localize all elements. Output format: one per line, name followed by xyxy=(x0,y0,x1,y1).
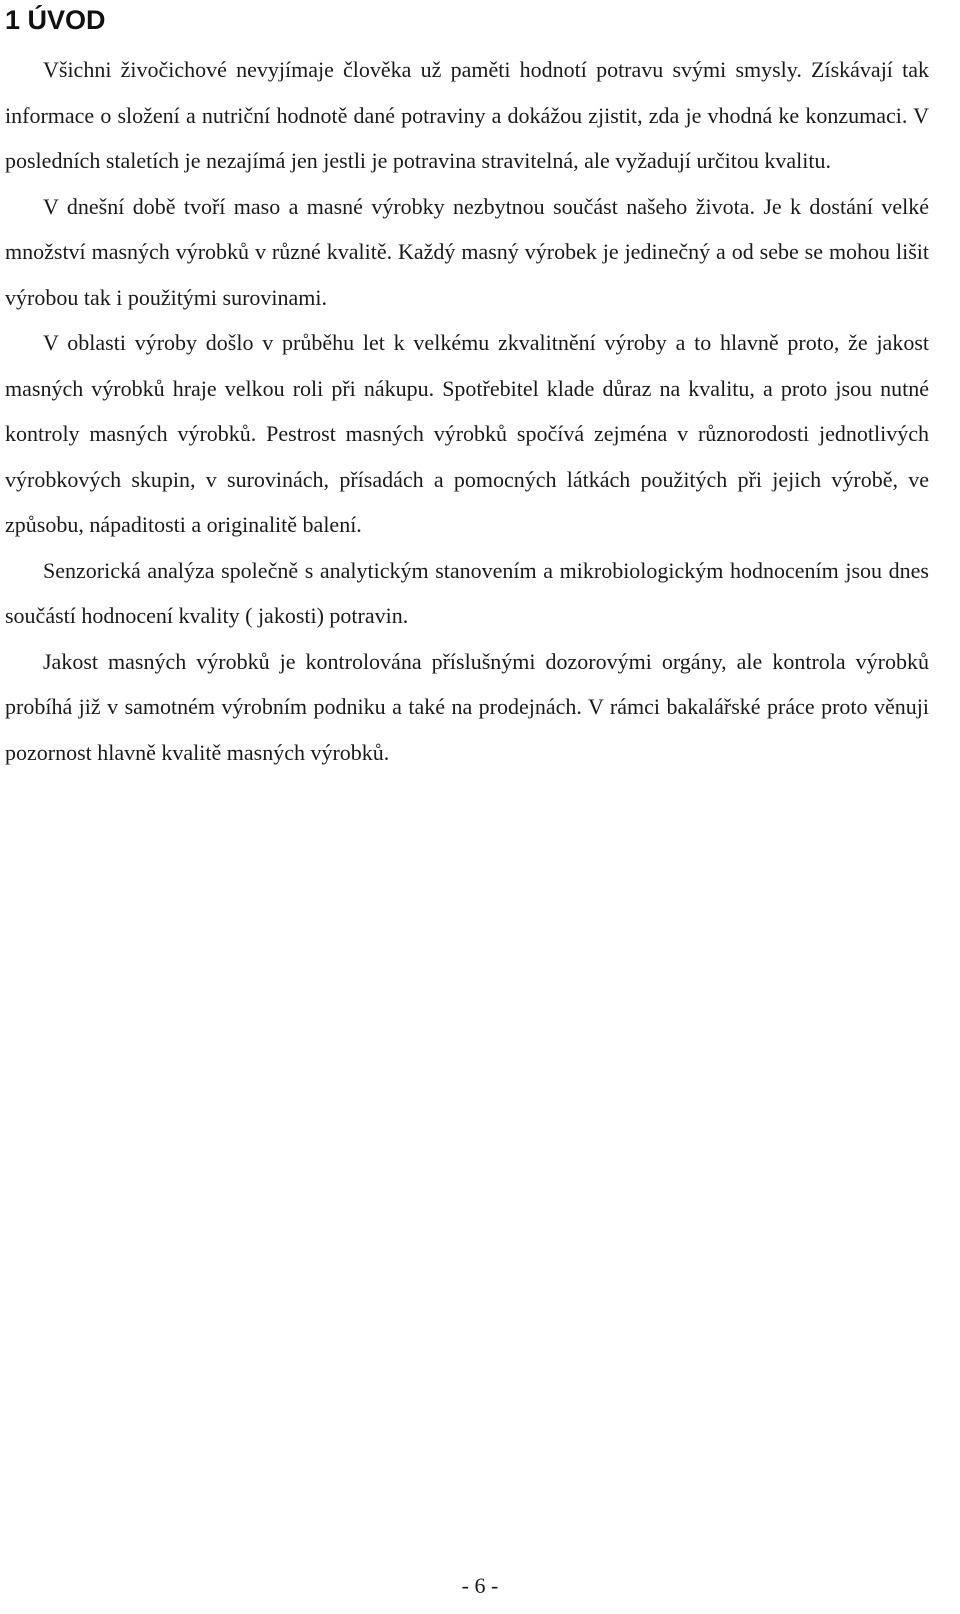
document-page xyxy=(5,0,929,1614)
paragraph-2: V dnešní době tvoří maso a masné výrobky nezbytnou součást našeho života. Je k dostání velké množství masných výrobků v různé kvalitě. Každý masný výrobek je jedinečný a od sebe se mohou lišit výrobou tak i použitými surovinami. xyxy=(5,193,929,310)
section-heading: 1 ÚVOD xyxy=(5,5,106,35)
paragraph-3: V oblasti výroby došlo v průběhu let k velkému zkvalitnění výroby a to hlavně proto, že jakost masných výrobků hraje velkou roli při nákupu. Spotřebitel klade důraz na kvalitu, a proto jsou nutné kontroly masných výrobků. Pestrost masných výrobků spočívá zejména v různorodosti jednotlivých výrobkových skupin, v surovinách, přísadách a pomocných látkách použitých při jejich výrobě, ve způsobu, nápaditosti a originalitě balení. xyxy=(5,330,929,537)
paragraph-1: Všichni živočichové nevyjímaje člověka už paměti hodnotí potravu svými smysly. Získávají tak informace o složení a nutriční hodnotě dané potraviny a dokážou zjistit, zda je vhodná ke konzumaci. V posledních staletích je nezajímá jen jestli je potravina stravitelná, ale vyžadují určitou kvalitu. xyxy=(5,57,929,173)
paragraph-4: Senzorická analýza společně s analytickým stanovením a mikrobiologickým hodnocením jsou dnes součástí hodnocení kvality ( jakosti) potravin. xyxy=(5,557,929,628)
body-text xyxy=(5,47,929,775)
page-number: - 6 - xyxy=(461,1573,499,1598)
paragraph-5: Jakost masných výrobků je kontrolována příslušnými dozorovými orgány, ale kontrola výrobků probíhá již v samotném výrobním podniku a také na prodejnách. V rámci bakalářské práce proto věnuji pozornost hlavně kvalitě masných výrobků. xyxy=(5,648,929,765)
